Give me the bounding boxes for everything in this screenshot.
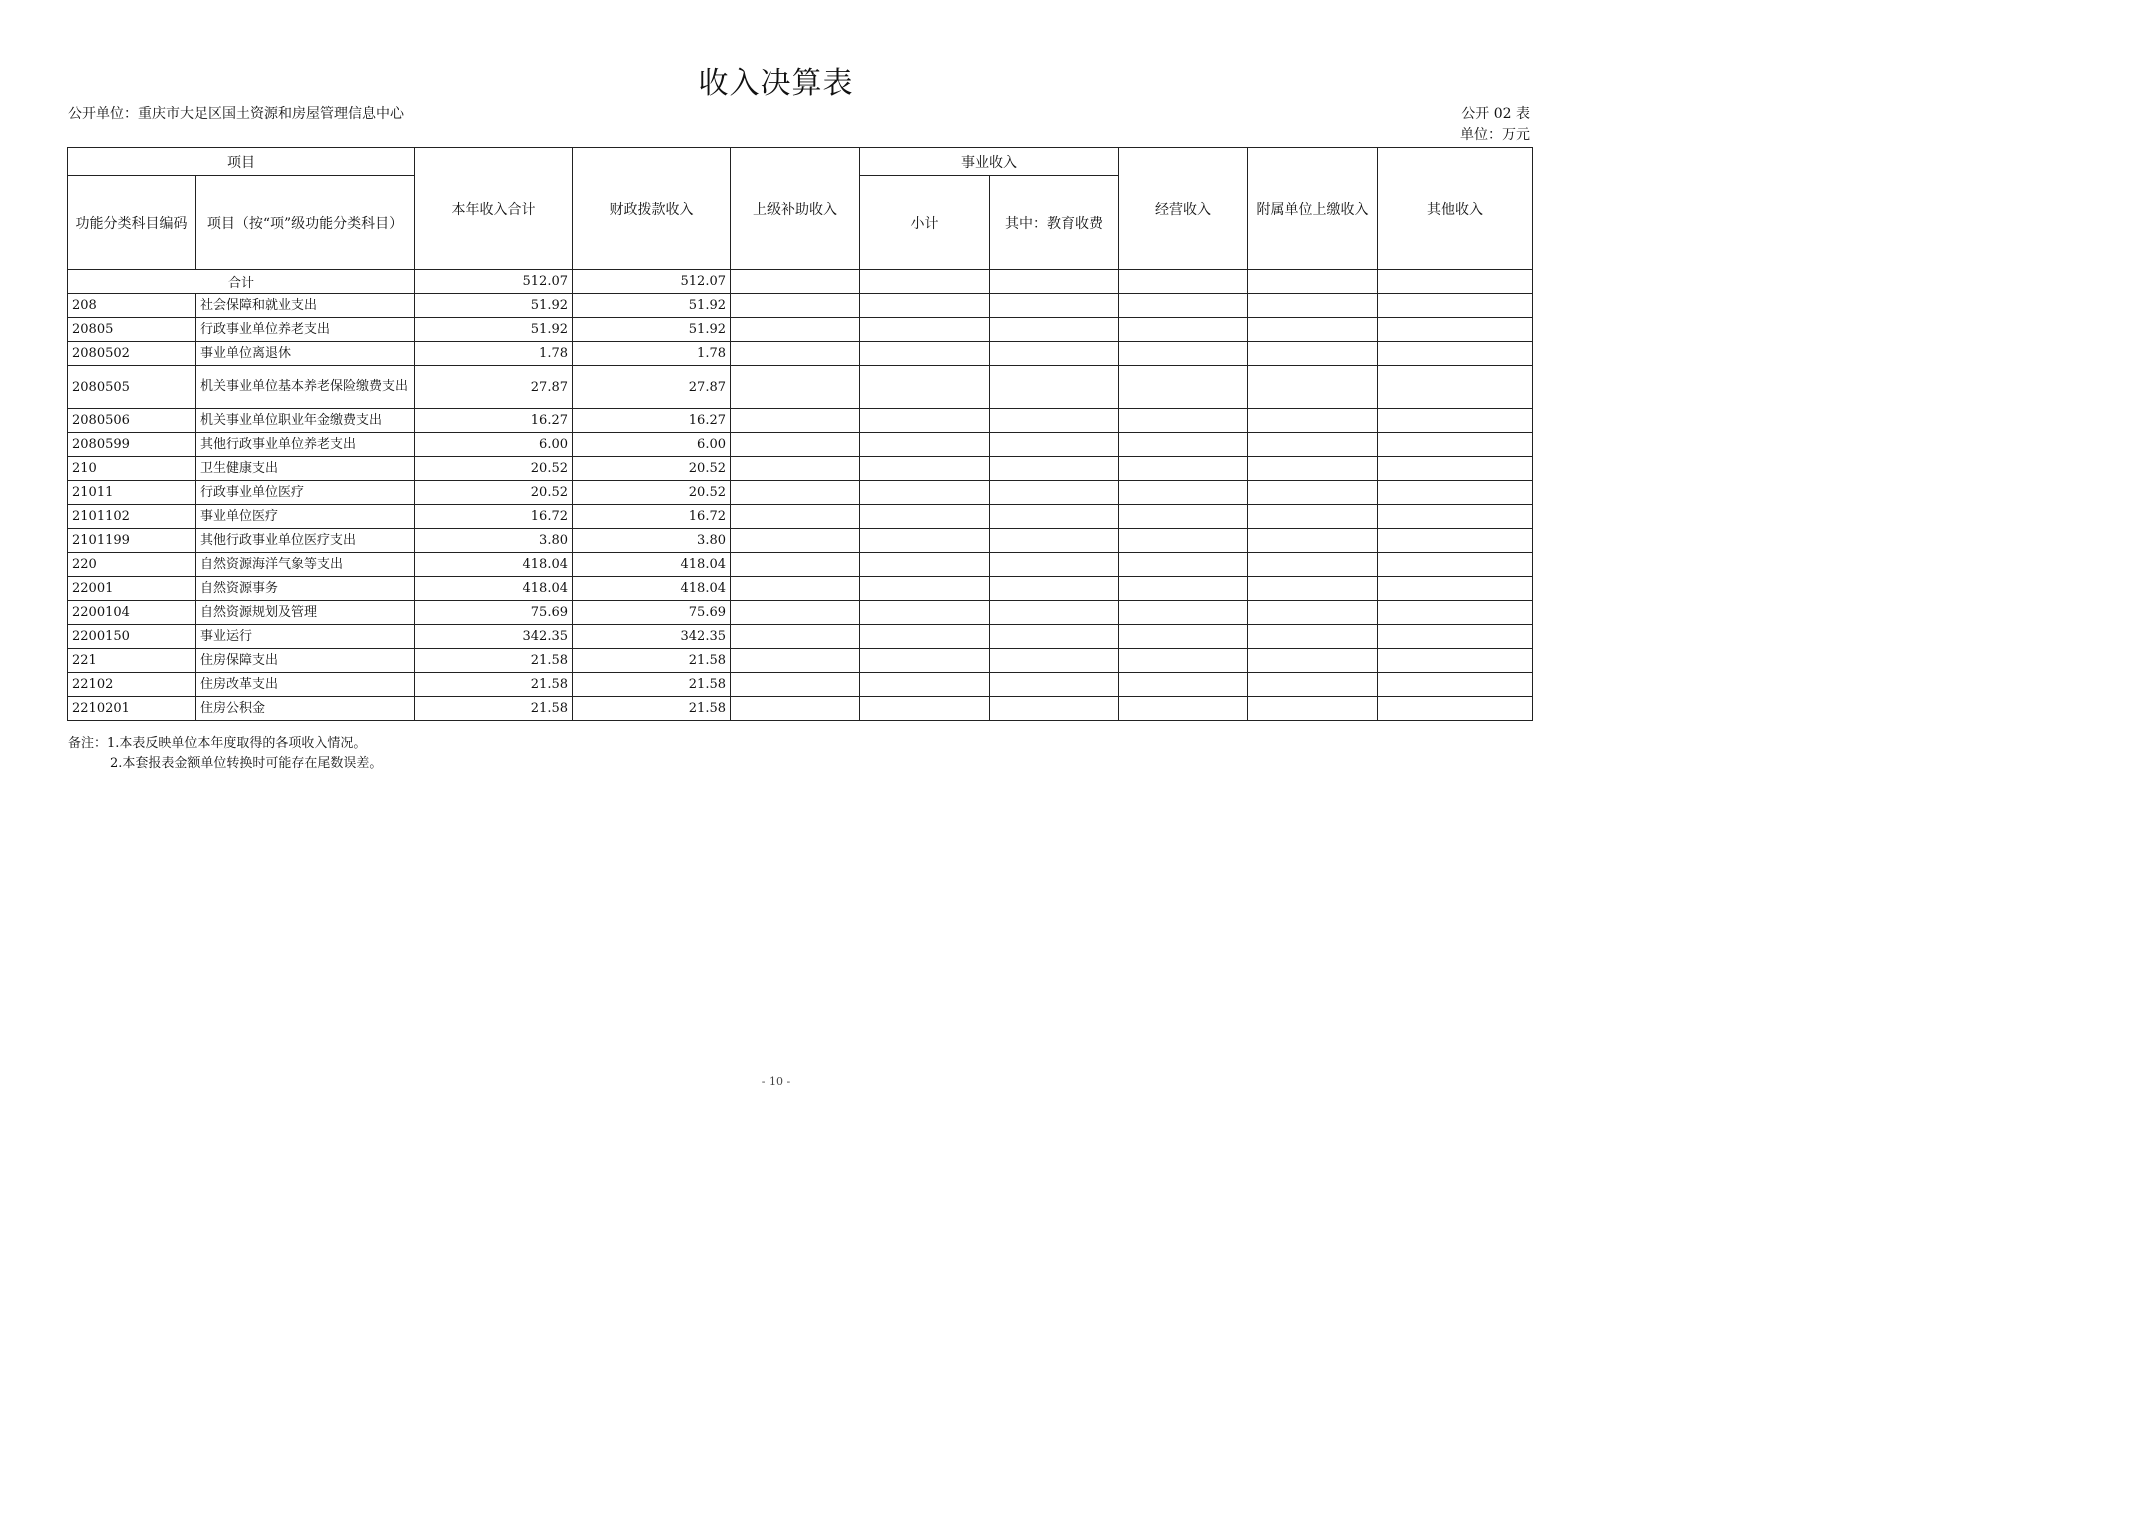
fiscal-cell: 16.27 [573, 409, 731, 433]
empty-cell [990, 577, 1119, 601]
empty-cell [731, 481, 860, 505]
name-cell: 机关事业单位职业年金缴费支出 [196, 409, 415, 433]
empty-cell [860, 342, 990, 366]
empty-cell [860, 294, 990, 318]
empty-cell [1119, 457, 1248, 481]
empty-cell [860, 697, 990, 721]
empty-cell [990, 433, 1119, 457]
empty-cell [1248, 529, 1378, 553]
code-cell: 2080599 [68, 433, 196, 457]
fiscal-cell: 51.92 [573, 318, 731, 342]
empty-cell [860, 553, 990, 577]
table-row [68, 649, 1533, 673]
empty-cell [1378, 673, 1533, 697]
empty-cell [1248, 625, 1378, 649]
empty-cell [860, 270, 990, 294]
name-cell: 住房公积金 [196, 697, 415, 721]
empty-cell [1119, 481, 1248, 505]
income-table [67, 147, 1533, 721]
empty-cell [990, 294, 1119, 318]
fiscal-cell: 21.58 [573, 673, 731, 697]
table-row [68, 601, 1533, 625]
total-cell: 20.52 [415, 457, 573, 481]
empty-cell [990, 625, 1119, 649]
empty-cell [860, 625, 990, 649]
table-row [68, 577, 1533, 601]
empty-cell [731, 366, 860, 409]
fiscal-cell: 51.92 [573, 294, 731, 318]
empty-cell [860, 366, 990, 409]
empty-cell [1119, 505, 1248, 529]
empty-cell [1119, 342, 1248, 366]
fiscal-cell: 20.52 [573, 481, 731, 505]
empty-cell [1248, 649, 1378, 673]
empty-cell [990, 318, 1119, 342]
empty-cell [990, 505, 1119, 529]
name-cell: 事业运行 [196, 625, 415, 649]
empty-cell [731, 270, 860, 294]
empty-cell [731, 457, 860, 481]
header-superior: 上级补助收入 [731, 148, 860, 270]
empty-cell [990, 481, 1119, 505]
code-cell: 2080502 [68, 342, 196, 366]
code-cell: 22102 [68, 673, 196, 697]
header-fiscal: 财政拨款收入 [573, 148, 731, 270]
empty-cell [860, 481, 990, 505]
header-item: 项目 [68, 148, 415, 176]
empty-cell [1378, 481, 1533, 505]
empty-cell [990, 409, 1119, 433]
code-cell: 2101199 [68, 529, 196, 553]
code-cell: 2080506 [68, 409, 196, 433]
empty-cell [860, 318, 990, 342]
total-cell: 16.72 [415, 505, 573, 529]
table-row [68, 553, 1533, 577]
empty-cell [860, 409, 990, 433]
total-cell: 21.58 [415, 649, 573, 673]
empty-cell [990, 553, 1119, 577]
fiscal-cell: 418.04 [573, 577, 731, 601]
code-cell: 220 [68, 553, 196, 577]
note-2: 2.本套报表金额单位转换时可能存在尾数误差。 [110, 756, 383, 771]
table-row [68, 673, 1533, 697]
name-cell: 其他行政事业单位医疗支出 [196, 529, 415, 553]
empty-cell [1378, 433, 1533, 457]
empty-cell [1248, 697, 1378, 721]
empty-cell [990, 457, 1119, 481]
empty-cell [1248, 433, 1378, 457]
code-cell: 208 [68, 294, 196, 318]
code-cell: 221 [68, 649, 196, 673]
empty-cell [1378, 577, 1533, 601]
empty-cell [731, 577, 860, 601]
empty-cell [1248, 673, 1378, 697]
page-title: 收入决算表 [698, 66, 854, 101]
code-cell: 2200150 [68, 625, 196, 649]
fiscal-cell: 20.52 [573, 457, 731, 481]
empty-cell [731, 318, 860, 342]
empty-cell [1119, 433, 1248, 457]
empty-cell [1119, 529, 1248, 553]
header-affiliated: 附属单位上缴收入 [1248, 148, 1378, 270]
table-row [68, 318, 1533, 342]
empty-cell [990, 673, 1119, 697]
name-cell: 事业单位医疗 [196, 505, 415, 529]
fiscal-cell: 16.72 [573, 505, 731, 529]
empty-cell [1248, 577, 1378, 601]
table-row [68, 409, 1533, 433]
empty-cell [1119, 697, 1248, 721]
name-cell: 行政事业单位养老支出 [196, 318, 415, 342]
note-1: 备注：1.本表反映单位本年度取得的各项收入情况。 [68, 736, 367, 751]
empty-cell [1248, 294, 1378, 318]
empty-cell [860, 673, 990, 697]
empty-cell [990, 697, 1119, 721]
empty-cell [1248, 481, 1378, 505]
code-cell: 21011 [68, 481, 196, 505]
empty-cell [731, 649, 860, 673]
empty-cell [1378, 625, 1533, 649]
fiscal-cell: 21.58 [573, 649, 731, 673]
empty-cell [1119, 601, 1248, 625]
empty-cell [1248, 505, 1378, 529]
header-business: 事业收入 [860, 148, 1119, 176]
table-row [68, 529, 1533, 553]
empty-cell [731, 505, 860, 529]
empty-cell [731, 553, 860, 577]
total-cell: 6.00 [415, 433, 573, 457]
name-cell: 卫生健康支出 [196, 457, 415, 481]
header-name: 项目（按“项”级功能分类科目） [196, 176, 415, 270]
empty-cell [1119, 625, 1248, 649]
empty-cell [1119, 409, 1248, 433]
empty-cell [1248, 409, 1378, 433]
empty-cell [1378, 457, 1533, 481]
fiscal-cell: 27.87 [573, 366, 731, 409]
fiscal-cell: 21.58 [573, 697, 731, 721]
code-cell: 22001 [68, 577, 196, 601]
name-cell: 自然资源海洋气象等支出 [196, 553, 415, 577]
empty-cell [990, 366, 1119, 409]
empty-cell [1378, 366, 1533, 409]
fiscal-cell: 6.00 [573, 433, 731, 457]
empty-cell [1378, 505, 1533, 529]
table-row [68, 697, 1533, 721]
empty-cell [860, 505, 990, 529]
empty-cell [860, 577, 990, 601]
fiscal-cell: 512.07 [573, 270, 731, 294]
empty-cell [1378, 294, 1533, 318]
empty-cell [1248, 457, 1378, 481]
empty-cell [1378, 318, 1533, 342]
code-cell: 2200104 [68, 601, 196, 625]
empty-cell [990, 529, 1119, 553]
empty-cell [860, 529, 990, 553]
total-cell: 16.27 [415, 409, 573, 433]
empty-cell [1248, 553, 1378, 577]
fiscal-cell: 1.78 [573, 342, 731, 366]
empty-cell [1378, 553, 1533, 577]
empty-cell [860, 649, 990, 673]
name-cell: 其他行政事业单位养老支出 [196, 433, 415, 457]
empty-cell [1378, 529, 1533, 553]
empty-cell [990, 601, 1119, 625]
total-cell: 418.04 [415, 577, 573, 601]
total-cell: 3.80 [415, 529, 573, 553]
empty-cell [1119, 366, 1248, 409]
table-row [68, 505, 1533, 529]
total-cell: 512.07 [415, 270, 573, 294]
empty-cell [990, 342, 1119, 366]
code-cell: 2101102 [68, 505, 196, 529]
total-row [68, 270, 1533, 294]
total-cell: 27.87 [415, 366, 573, 409]
name-cell: 自然资源事务 [196, 577, 415, 601]
name-cell: 社会保障和就业支出 [196, 294, 415, 318]
empty-cell [1248, 318, 1378, 342]
empty-cell [731, 673, 860, 697]
empty-cell [1378, 270, 1533, 294]
empty-cell [1119, 673, 1248, 697]
total-cell: 342.35 [415, 625, 573, 649]
total-cell: 1.78 [415, 342, 573, 366]
fiscal-cell: 75.69 [573, 601, 731, 625]
table-row [68, 457, 1533, 481]
empty-cell [860, 433, 990, 457]
total-cell: 20.52 [415, 481, 573, 505]
empty-cell [731, 294, 860, 318]
empty-cell [731, 342, 860, 366]
table-row [68, 294, 1533, 318]
name-cell: 事业单位离退休 [196, 342, 415, 366]
empty-cell [1378, 649, 1533, 673]
reporting-unit: 公开单位：重庆市大足区国土资源和房屋管理信息中心 [68, 106, 404, 122]
empty-cell [731, 601, 860, 625]
empty-cell [731, 409, 860, 433]
empty-cell [1378, 342, 1533, 366]
empty-cell [1119, 553, 1248, 577]
empty-cell [1119, 577, 1248, 601]
name-cell: 自然资源规划及管理 [196, 601, 415, 625]
empty-cell [990, 649, 1119, 673]
total-cell: 21.58 [415, 697, 573, 721]
table-row [68, 342, 1533, 366]
header-operating: 经营收入 [1119, 148, 1248, 270]
header-subtotal: 小计 [860, 176, 990, 270]
fiscal-cell: 3.80 [573, 529, 731, 553]
empty-cell [731, 625, 860, 649]
header-code: 功能分类科目编码 [68, 176, 196, 270]
empty-cell [860, 457, 990, 481]
table-row [68, 366, 1533, 409]
table-row [68, 625, 1533, 649]
name-cell: 行政事业单位医疗 [196, 481, 415, 505]
total-cell: 75.69 [415, 601, 573, 625]
currency-unit: 单位：万元 [1460, 127, 1530, 143]
empty-cell [1119, 294, 1248, 318]
table-row [68, 481, 1533, 505]
empty-cell [1119, 318, 1248, 342]
code-cell: 2210201 [68, 697, 196, 721]
empty-cell [1378, 409, 1533, 433]
code-cell: 2080505 [68, 366, 196, 409]
name-cell: 机关事业单位基本养老保险缴费支出 [196, 366, 415, 409]
page-number: - 10 - [761, 1075, 791, 1088]
total-cell: 21.58 [415, 673, 573, 697]
header-education: 其中：教育收费 [990, 176, 1119, 270]
header-total: 本年收入合计 [415, 148, 573, 270]
total-cell: 51.92 [415, 318, 573, 342]
total-cell: 418.04 [415, 553, 573, 577]
code-cell: 210 [68, 457, 196, 481]
form-number: 公开 02 表 [1461, 106, 1530, 122]
empty-cell [860, 601, 990, 625]
form-meta [1460, 104, 1530, 146]
fiscal-cell: 342.35 [573, 625, 731, 649]
total-label: 合计 [68, 270, 415, 294]
empty-cell [990, 270, 1119, 294]
code-cell: 20805 [68, 318, 196, 342]
empty-cell [1119, 649, 1248, 673]
empty-cell [1248, 601, 1378, 625]
empty-cell [731, 529, 860, 553]
empty-cell [1119, 270, 1248, 294]
fiscal-cell: 418.04 [573, 553, 731, 577]
name-cell: 住房保障支出 [196, 649, 415, 673]
empty-cell [731, 697, 860, 721]
empty-cell [1248, 366, 1378, 409]
empty-cell [731, 433, 860, 457]
empty-cell [1248, 270, 1378, 294]
empty-cell [1378, 601, 1533, 625]
empty-cell [1378, 697, 1533, 721]
header-other: 其他收入 [1378, 148, 1533, 270]
total-cell: 51.92 [415, 294, 573, 318]
table-row [68, 433, 1533, 457]
name-cell: 住房改革支出 [196, 673, 415, 697]
notes [68, 734, 382, 774]
empty-cell [1248, 342, 1378, 366]
